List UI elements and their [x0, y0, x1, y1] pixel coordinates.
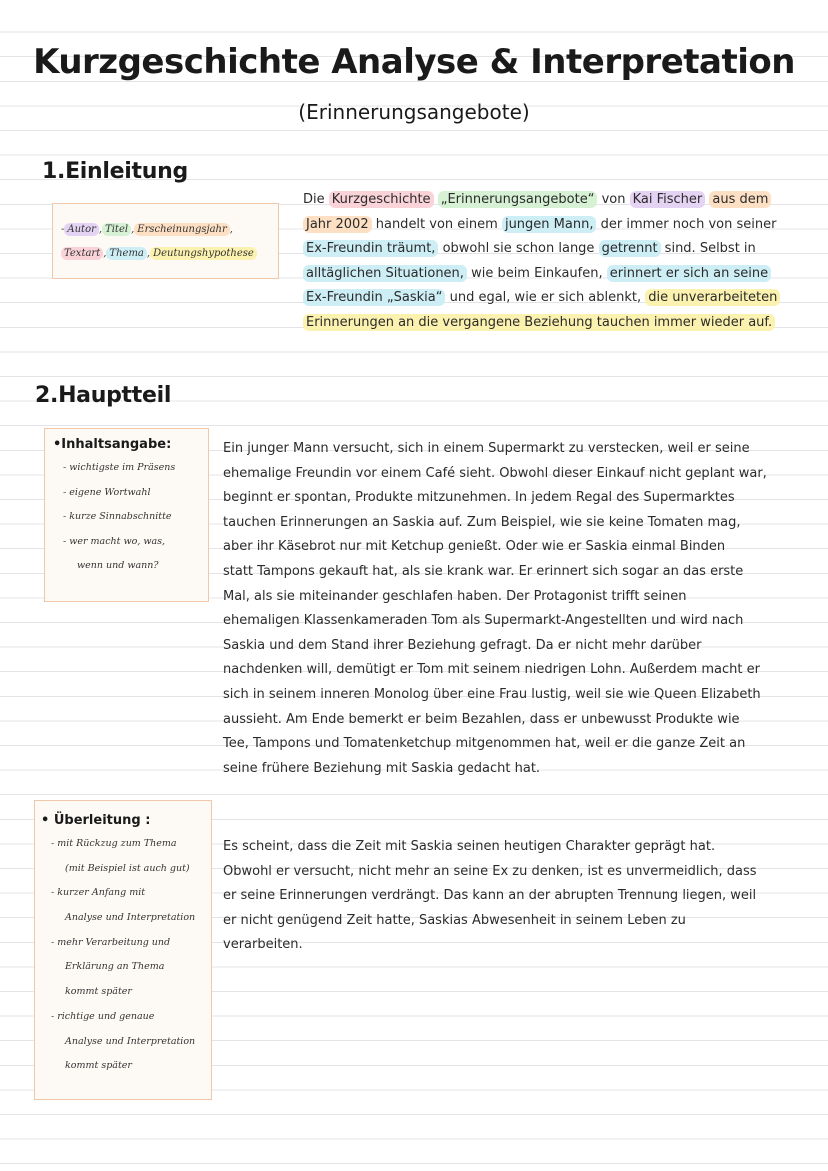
highlighted-text: getrennt — [599, 240, 661, 257]
keyword-autor: Autor — [64, 223, 98, 236]
intro-line — [303, 286, 803, 311]
note-comma: , — [103, 247, 107, 259]
note-row — [61, 217, 272, 241]
transition-line: verarbeiten. — [223, 937, 303, 953]
summary-line: Tee, Tampons und Tomatenketchup mitgenommen hat, weil er die ganze Zeit an — [223, 736, 746, 752]
keyword-textart: Textart — [61, 247, 103, 260]
note-dash: - — [61, 223, 65, 235]
intro-line — [303, 213, 803, 238]
intro-text: von — [597, 192, 630, 207]
note-box-einleitung — [52, 203, 279, 279]
note-comma: , — [98, 223, 103, 235]
intro-paragraph — [303, 188, 803, 336]
note-item: Analyse und Interpretation — [65, 1035, 196, 1047]
highlighted-text: erinnert er sich an seine — [607, 265, 771, 282]
summary-line: seine frühere Beziehung mit Saskia gedacht hat. — [223, 760, 541, 776]
intro-line — [303, 262, 803, 287]
intro-text: sind. Selbst in — [660, 241, 756, 257]
intro-text: wie beim Einkaufen, — [466, 265, 607, 281]
intro-text: handelt von einem — [371, 216, 502, 232]
summary-line: aussieht. Am Ende bemerkt er beim Bezahlen, dass er unbewusst Produkte wie — [223, 711, 740, 727]
highlighted-text: Ex-Freundin träumt, — [303, 240, 438, 257]
intro-text: der immer noch von seiner — [596, 216, 777, 232]
intro-line — [303, 188, 803, 213]
note-row — [61, 241, 272, 265]
highlighted-text: Ex-Freundin „Saskia“ — [303, 289, 445, 306]
summary-line: statt Tampons gekauft hat, als sie krank war. Er erinnert sich sogar an das erste — [223, 563, 744, 579]
note-comma: , — [146, 247, 151, 259]
note-item: Analyse und Interpretation — [65, 912, 196, 924]
intro-text: Die — [303, 192, 329, 207]
summary-line: Mal, als sie miteinander geschlafen haben. Der Protagonist trifft seinen — [223, 588, 687, 604]
note-item: - mit Rückzug zum Thema — [51, 838, 177, 849]
summary-line: ehemaligen Klassenkameraden Tom als Supermarkt-Angestellten und wird nach — [223, 613, 744, 629]
note-list-inhaltsangabe — [53, 456, 204, 579]
intro-line — [303, 237, 803, 262]
note-item: (mit Beispiel ist auch gut) — [65, 862, 190, 874]
transition-line: Obwohl er versucht, nicht mehr an seine Ex zu denken, ist es unvermeidlich, dass — [223, 863, 757, 879]
highlighted-text: Kurzgeschichte — [329, 191, 434, 208]
highlighted-text: aus dem — [709, 191, 771, 208]
note-comma: , — [131, 223, 135, 235]
highlighted-text: Jahr 2002 — [303, 216, 372, 233]
highlighted-text: „Erinnerungsangebote“ — [438, 191, 598, 208]
highlighted-text: jungen Mann, — [502, 216, 597, 233]
note-item: - wichtigste im Präsens — [63, 462, 176, 473]
page-subtitle: (Erinnerungsangebote) — [298, 100, 530, 124]
note-item: - kurze Sinnabschnitte — [63, 511, 172, 523]
highlighted-text: Erinnerungen an die vergangene Beziehung tauchen immer wieder auf. — [303, 314, 775, 331]
summary-line: beginnt er spontan, Produkte mitzunehmen. In jedem Regal des Supermarktes — [223, 490, 735, 506]
keyword-erscheinungsjahr: Erscheinungsjahr — [134, 223, 230, 236]
summary-line: tauchen Erinnerungen an Saskia auf. Zum Beispiel, wie sie keine Tomaten mag, — [223, 514, 741, 530]
transition-line: er nicht genügend Zeit hatte, Saskias Abwesenheit in seinem Leben zu — [223, 912, 686, 928]
note-item: Erklärung an Thema — [65, 961, 165, 973]
highlighted-text: Kai Fischer — [630, 191, 706, 208]
page-title: Kurzgeschichte Analyse & Interpretation — [33, 42, 795, 82]
section-heading-hauptteil: 2.Hauptteil — [35, 383, 172, 408]
note-box-ueberleitung — [34, 800, 212, 1100]
note-list-ueberleitung — [41, 832, 207, 1079]
note-item: - richtige und genaue — [51, 1010, 155, 1022]
keyword-deutungshypothese: Deutungshypothese — [150, 247, 257, 260]
summary-line: sich in seinem inneren Monolog über eine Frau lustig, weil sie wie Queen Elizabeth — [223, 686, 761, 702]
summary-line: aber ihr Käsebrot nur mit Ketchup genießt. Oder wie er Saskia einmal Binden — [223, 539, 726, 555]
highlighted-text: die unverarbeiteten — [645, 289, 780, 306]
keyword-titel: Titel — [102, 223, 131, 236]
note-title-ueberleitung: • Überleitung : — [41, 813, 151, 828]
note-title-inhaltsangabe: •Inhaltsangabe: — [53, 437, 172, 452]
summary-line: Ein junger Mann versucht, sich in einem Supermarkt zu verstecken, weil er seine — [223, 441, 750, 456]
note-box-inhaltsangabe — [44, 428, 209, 602]
transition-paragraph — [223, 835, 808, 958]
keyword-thema: Thema — [106, 247, 146, 260]
summary-paragraph — [223, 437, 808, 781]
summary-line: ehemalige Freundin vor einem Café sieht. Obwohl dieser Einkauf nicht geplant war, — [223, 465, 767, 481]
note-item: wenn und wann? — [77, 560, 159, 572]
note-item: kommt später — [65, 986, 132, 998]
intro-text: und egal, wie er sich ablenkt, — [445, 290, 646, 306]
summary-line: nachdenken will, demütigt er Tom mit seinem niedrigen Lohn. Außerdem macht er — [223, 662, 760, 678]
note-item: - mehr Verarbeitung und — [51, 936, 171, 948]
transition-line: Es scheint, dass die Zeit mit Saskia seinen heutigen Charakter geprägt hat. — [223, 839, 716, 854]
intro-text: obwohl sie schon lange — [438, 241, 599, 257]
note-item: kommt später — [65, 1060, 132, 1072]
note-comma: , — [229, 223, 233, 235]
section-heading-einleitung: 1.Einleitung — [42, 159, 188, 184]
transition-line: er seine Erinnerungen verdrängt. Das kann an der abrupten Trennung liegen, weil — [223, 888, 757, 904]
note-item: - eigene Wortwahl — [63, 486, 151, 498]
note-item: - kurzer Anfang mit — [51, 887, 146, 899]
note-item: - wer macht wo, was, — [63, 535, 166, 547]
highlighted-text: alltäglichen Situationen, — [303, 265, 467, 282]
summary-line: Saskia und dem Stand ihrer Beziehung gefragt. Da er nicht mehr darüber — [223, 637, 702, 653]
intro-line — [303, 311, 803, 336]
